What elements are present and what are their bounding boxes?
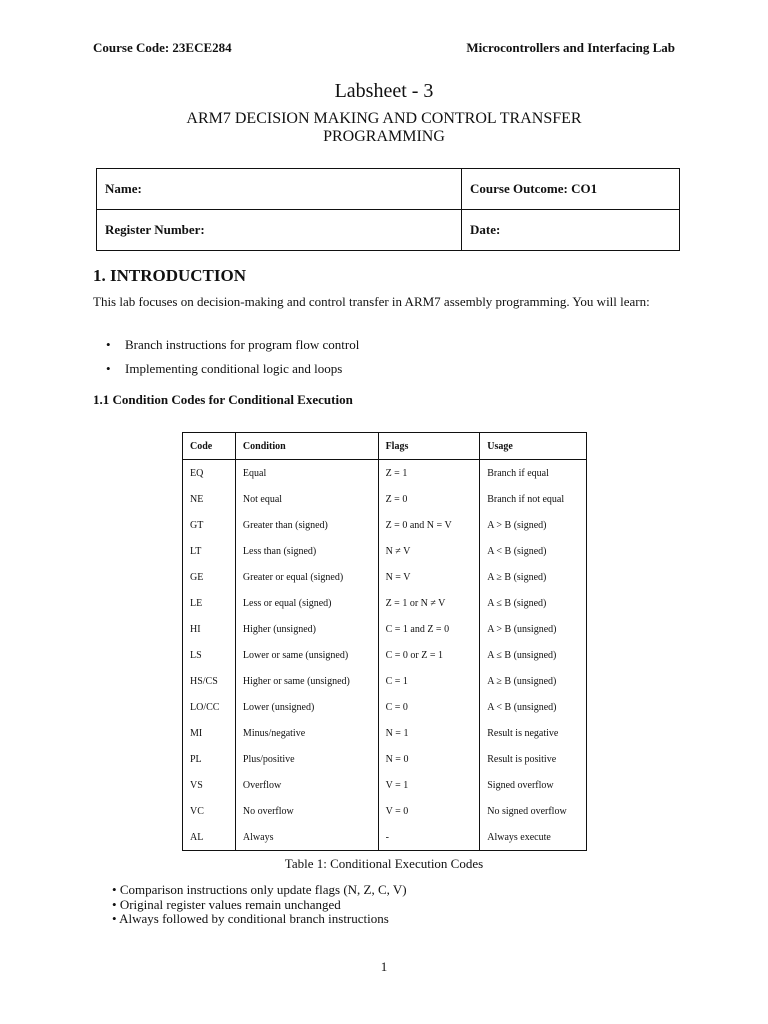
intro-bullet [106, 337, 360, 353]
note-bullet [112, 911, 389, 926]
intro-bullet [106, 361, 343, 377]
bullet-icon: • [112, 897, 117, 912]
bullet-text: Implementing conditional logic and loops [125, 361, 343, 376]
page-subtitle: ARM7 DECISION MAKING AND CONTROL TRANSFER PROGRAMMING [186, 110, 582, 145]
table-row [183, 642, 587, 668]
condition-table-body [183, 460, 587, 851]
code-cell: MI [183, 720, 236, 746]
usage-cell: Signed overflow [480, 772, 587, 798]
condition-cell: Plus/positive [235, 746, 378, 772]
table-header-row [183, 433, 587, 460]
condition-cell: Less than (signed) [235, 538, 378, 564]
note-bullet [112, 897, 341, 912]
table-row [183, 590, 587, 616]
condition-cell: Greater than (signed) [235, 512, 378, 538]
column-header-usage: Usage [480, 433, 587, 460]
column-header-code: Code [183, 433, 236, 460]
usage-cell: A > B (signed) [480, 512, 587, 538]
table-caption: Table 1: Conditional Execution Codes [284, 856, 484, 871]
usage-cell: Result is positive [480, 746, 587, 772]
table-row [183, 824, 587, 851]
bullet-text: Always followed by conditional branch instructions [119, 911, 389, 926]
table-row [183, 616, 587, 642]
table-row [183, 564, 587, 590]
condition-cell: Overflow [235, 772, 378, 798]
register-number-label: Register Number: [97, 210, 462, 251]
code-cell: NE [183, 486, 236, 512]
column-header-flags: Flags [378, 433, 480, 460]
table-row [183, 720, 587, 746]
condition-cell: Lower or same (unsigned) [235, 642, 378, 668]
intro-paragraph: This lab focuses on decision-making and control transfer in ARM7 assembly programming. You will learn: [93, 294, 650, 309]
subsection-heading-condition-codes: 1.1 Condition Codes for Conditional Execution [93, 392, 353, 407]
bullet-text: Branch instructions for program flow control [125, 337, 360, 352]
table-row [183, 772, 587, 798]
code-cell: HS/CS [183, 668, 236, 694]
flags-cell: Z = 0 [378, 486, 480, 512]
flags-cell: Z = 0 and N = V [378, 512, 480, 538]
usage-cell: A < B (signed) [480, 538, 587, 564]
flags-cell: Z = 1 or N ≠ V [378, 590, 480, 616]
condition-cell: Less or equal (signed) [235, 590, 378, 616]
code-cell: GT [183, 512, 236, 538]
condition-cell: Higher or same (unsigned) [235, 668, 378, 694]
course-outcome-label: Course Outcome: CO1 [462, 169, 680, 210]
bullet-icon: • [112, 882, 117, 897]
header-lab-name: Microcontrollers and Interfacing Lab [466, 40, 675, 55]
flags-cell: N = 0 [378, 746, 480, 772]
flags-cell: N = 1 [378, 720, 480, 746]
flags-cell: N ≠ V [378, 538, 480, 564]
usage-cell: A > B (unsigned) [480, 616, 587, 642]
flags-cell: C = 0 [378, 694, 480, 720]
flags-cell: V = 1 [378, 772, 480, 798]
flags-cell: - [378, 824, 480, 851]
code-cell: LT [183, 538, 236, 564]
usage-cell: No signed overflow [480, 798, 587, 824]
code-cell: LS [183, 642, 236, 668]
code-cell: LO/CC [183, 694, 236, 720]
student-info-table [96, 168, 680, 251]
code-cell: LE [183, 590, 236, 616]
usage-cell: A < B (unsigned) [480, 694, 587, 720]
usage-cell: A ≥ B (unsigned) [480, 668, 587, 694]
name-label: Name: [97, 169, 462, 210]
condition-cell: No overflow [235, 798, 378, 824]
flags-cell: V = 0 [378, 798, 480, 824]
condition-cell: Greater or equal (signed) [235, 564, 378, 590]
table-row [183, 486, 587, 512]
flags-cell: N = V [378, 564, 480, 590]
bullet-icon: • [106, 361, 111, 376]
table-row [183, 798, 587, 824]
code-cell: GE [183, 564, 236, 590]
usage-cell: A ≤ B (unsigned) [480, 642, 587, 668]
table-row [183, 538, 587, 564]
flags-cell: C = 0 or Z = 1 [378, 642, 480, 668]
table-row [183, 746, 587, 772]
code-cell: AL [183, 824, 236, 851]
table-row [183, 668, 587, 694]
table-row [183, 512, 587, 538]
date-label: Date: [462, 210, 680, 251]
bullet-text: Comparison instructions only update flags (N, Z, C, V) [119, 882, 407, 897]
condition-cell: Not equal [235, 486, 378, 512]
note-bullet [112, 882, 407, 897]
condition-cell: Always [235, 824, 378, 851]
code-cell: PL [183, 746, 236, 772]
flags-cell: C = 1 [378, 668, 480, 694]
bullet-icon: • [106, 337, 111, 352]
code-cell: VS [183, 772, 236, 798]
usage-cell: Always execute [480, 824, 587, 851]
code-cell: VC [183, 798, 236, 824]
page-title: Labsheet - 3 [334, 80, 434, 102]
usage-cell: Branch if equal [480, 460, 587, 487]
usage-cell: A ≥ B (signed) [480, 564, 587, 590]
condition-cell: Equal [235, 460, 378, 487]
usage-cell: Branch if not equal [480, 486, 587, 512]
bullet-icon: • [112, 911, 117, 926]
header-course-code: Course Code: 23ECE284 [93, 40, 232, 55]
condition-cell: Minus/negative [235, 720, 378, 746]
flags-cell: Z = 1 [378, 460, 480, 487]
flags-cell: C = 1 and Z = 0 [378, 616, 480, 642]
section-heading-introduction: 1. INTRODUCTION [93, 266, 247, 285]
table-row [183, 694, 587, 720]
condition-codes-table [182, 432, 587, 851]
page-number: 1 [380, 959, 388, 974]
condition-cell: Higher (unsigned) [235, 616, 378, 642]
usage-cell: Result is negative [480, 720, 587, 746]
table-row [183, 460, 587, 487]
bullet-text: Original register values remain unchanged [119, 897, 341, 912]
column-header-condition: Condition [235, 433, 378, 460]
code-cell: EQ [183, 460, 236, 487]
usage-cell: A ≤ B (signed) [480, 590, 587, 616]
condition-cell: Lower (unsigned) [235, 694, 378, 720]
code-cell: HI [183, 616, 236, 642]
